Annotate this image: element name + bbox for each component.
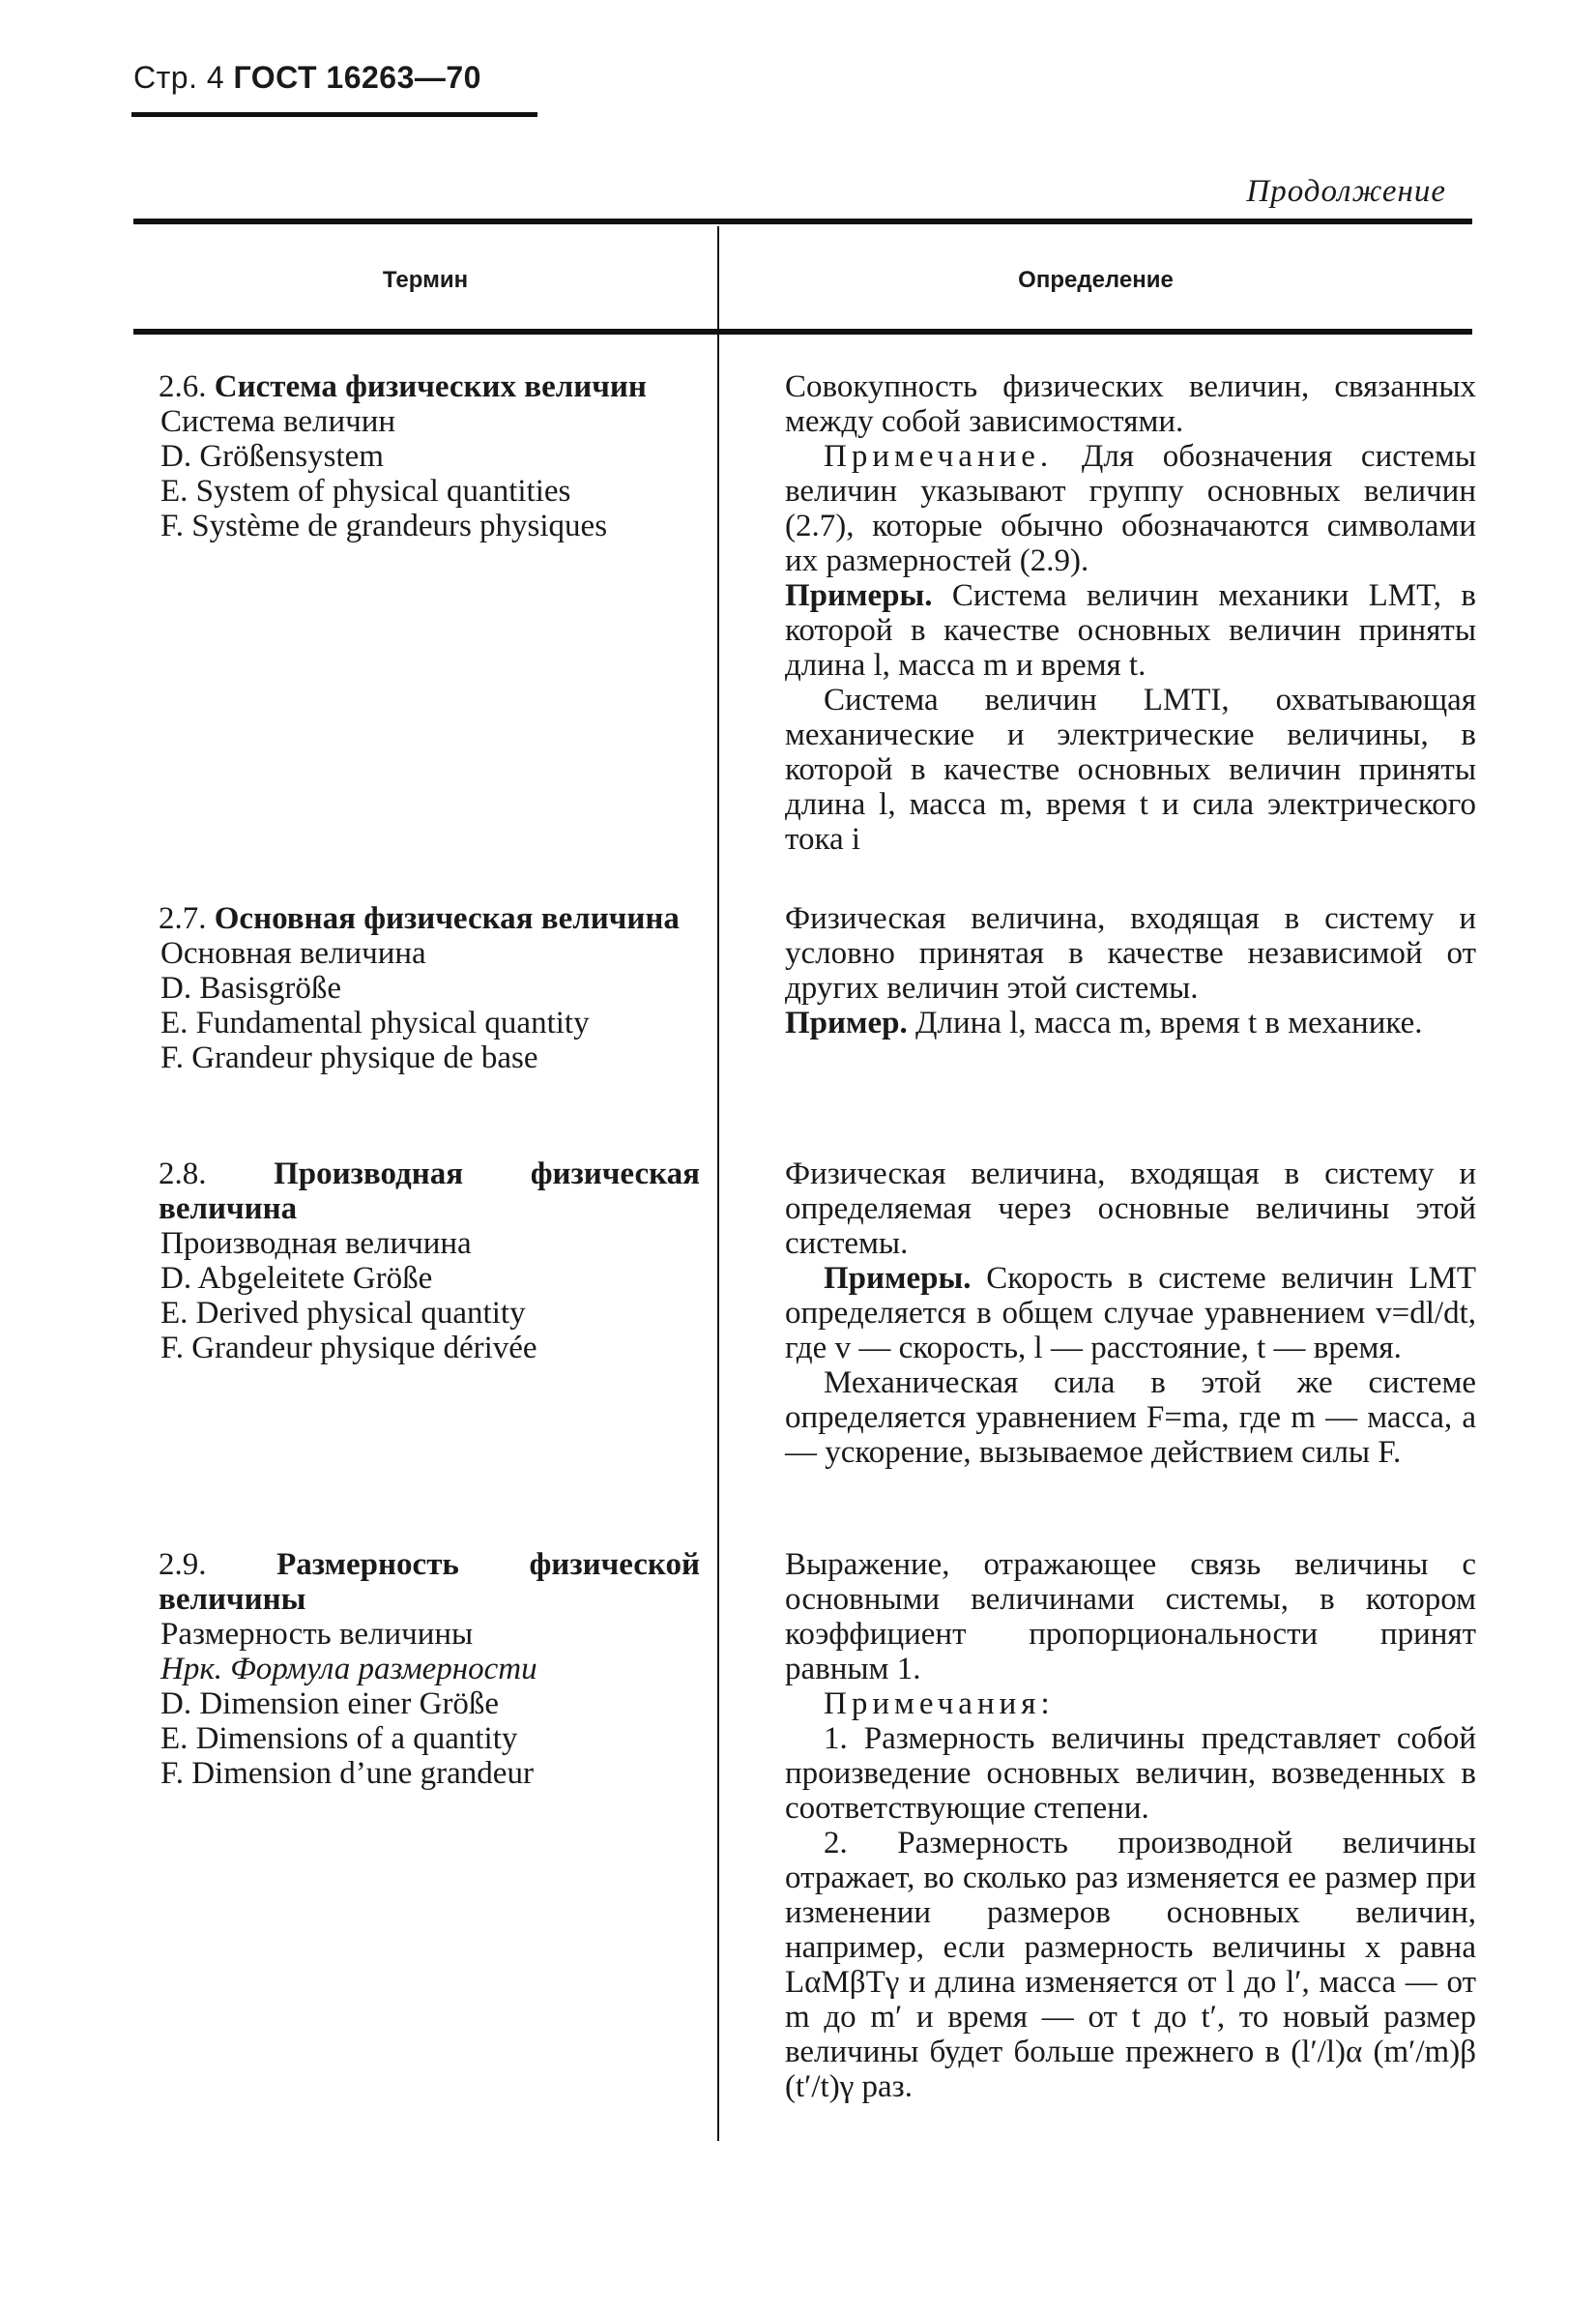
term-entry-2-8 bbox=[159, 1157, 700, 1365]
note-2: 2. Размерность производной величины отражает, во сколько раз изменяется ее размер при изменении размеров основных величин, например, если размерность величины x равна LαMβTγ и длина изменяется от l до l′, масса — от m до m′ и время — от t до t′, то новый размер величины будет больше прежнего в (l′/l)α (m′/m)β (t′/t)γ раз. bbox=[785, 1826, 1476, 2104]
definition-2-6 bbox=[785, 369, 1476, 857]
term-entry-2-7 bbox=[159, 901, 700, 1075]
definition-2-8 bbox=[785, 1157, 1476, 1470]
term-deprecated: Нрк. Формула размерности bbox=[160, 1652, 537, 1686]
term-synonym: Основная величина bbox=[160, 936, 426, 971]
term-german: D. Größensystem bbox=[160, 439, 384, 474]
term-title: 2.9. Размерность физической величины bbox=[159, 1547, 700, 1617]
term-title: 2.8. Производная физическая величина bbox=[159, 1157, 700, 1226]
definition-text: Совокупность физических величин, связанных между собой зависимостями. bbox=[785, 369, 1476, 439]
example: Пример. Длина l, масса m, время t в механике. bbox=[785, 1006, 1423, 1040]
table-header-rule bbox=[133, 329, 1472, 335]
examples: Примеры. Система величин механики LMT, в которой в качестве основных величин приняты длина l, масса m и время t. bbox=[785, 578, 1476, 683]
definition-2-9 bbox=[785, 1547, 1476, 2104]
term-english: E. System of physical quantities bbox=[160, 474, 571, 509]
example-text: Механическая сила в этой же системе определяется уравнением F=ma, где m — масса, a — ускорение, вызываемое действием силы F. bbox=[785, 1365, 1476, 1470]
term-synonym: Система величин bbox=[160, 404, 396, 439]
definition-text: Физическая величина, входящая в систему и определяемая через основные величины этой системы. bbox=[785, 1157, 1476, 1261]
column-header-definition: Определение bbox=[1018, 267, 1174, 293]
term-french: F. Grandeur physique dérivée bbox=[160, 1331, 537, 1365]
definition-text: Выражение, отражающее связь величины с основными величинами системы, в котором коэффициент пропорциональности принят равным 1. bbox=[785, 1547, 1476, 1686]
column-divider bbox=[717, 226, 719, 2141]
term-german: D. Basisgröße bbox=[160, 971, 341, 1006]
term-entry-2-9 bbox=[159, 1547, 700, 1791]
notes-label: Примечания: bbox=[824, 1686, 1055, 1721]
page-number: Стр. 4 bbox=[133, 60, 225, 95]
table-top-rule bbox=[133, 219, 1472, 224]
term-german: D. Abgeleitete Größe bbox=[160, 1261, 433, 1296]
term-french: F. Dimension d’une grandeur bbox=[160, 1756, 534, 1791]
definition-2-7 bbox=[785, 901, 1476, 1040]
term-english: E. Derived physical quantity bbox=[160, 1296, 526, 1331]
note: Примечание. Для обозначения системы величин указывают группу основных величин (2.7), которые обычно обозначаются символами их размерностей (2.9). bbox=[785, 439, 1477, 578]
term-title: 2.7. Основная физическая величина bbox=[159, 901, 680, 936]
term-english: E. Fundamental physical quantity bbox=[160, 1006, 590, 1040]
definition-text: Физическая величина, входящая в систему и условно принятая в качестве независимой от других величин этой системы. bbox=[785, 901, 1476, 1006]
page-header bbox=[133, 60, 481, 96]
term-title: 2.6. Система физических величин bbox=[159, 369, 647, 404]
header-rule bbox=[131, 112, 537, 117]
continued-label: Продолжение bbox=[1246, 174, 1446, 209]
term-english: E. Dimensions of a quantity bbox=[160, 1721, 518, 1756]
examples: Примеры. Скорость в системе величин LMT определяется в общем случае уравнением v=dl/dt, где v — скорость, l — расстояние, t — время. bbox=[785, 1261, 1477, 1365]
note-1: 1. Размерность величины представляет собой произведение основных величин, возведенных в соответствующие степени. bbox=[785, 1721, 1476, 1826]
term-french: F. Grandeur physique de base bbox=[160, 1040, 538, 1075]
standard-code: ГОСТ 16263—70 bbox=[233, 60, 481, 95]
term-german: D. Dimension einer Größe bbox=[160, 1686, 500, 1721]
term-synonym: Размерность величины bbox=[160, 1617, 474, 1652]
term-french: F. Système de grandeurs physiques bbox=[160, 509, 608, 543]
column-header-term: Термин bbox=[382, 267, 469, 293]
term-synonym: Производная величина bbox=[160, 1226, 472, 1261]
example-text: Система величин LMTI, охватывающая механические и электрические величины, в которой в качестве основных величин приняты длина l, масса m, время t и сила электрического тока i bbox=[785, 683, 1476, 857]
term-entry-2-6 bbox=[159, 369, 700, 543]
